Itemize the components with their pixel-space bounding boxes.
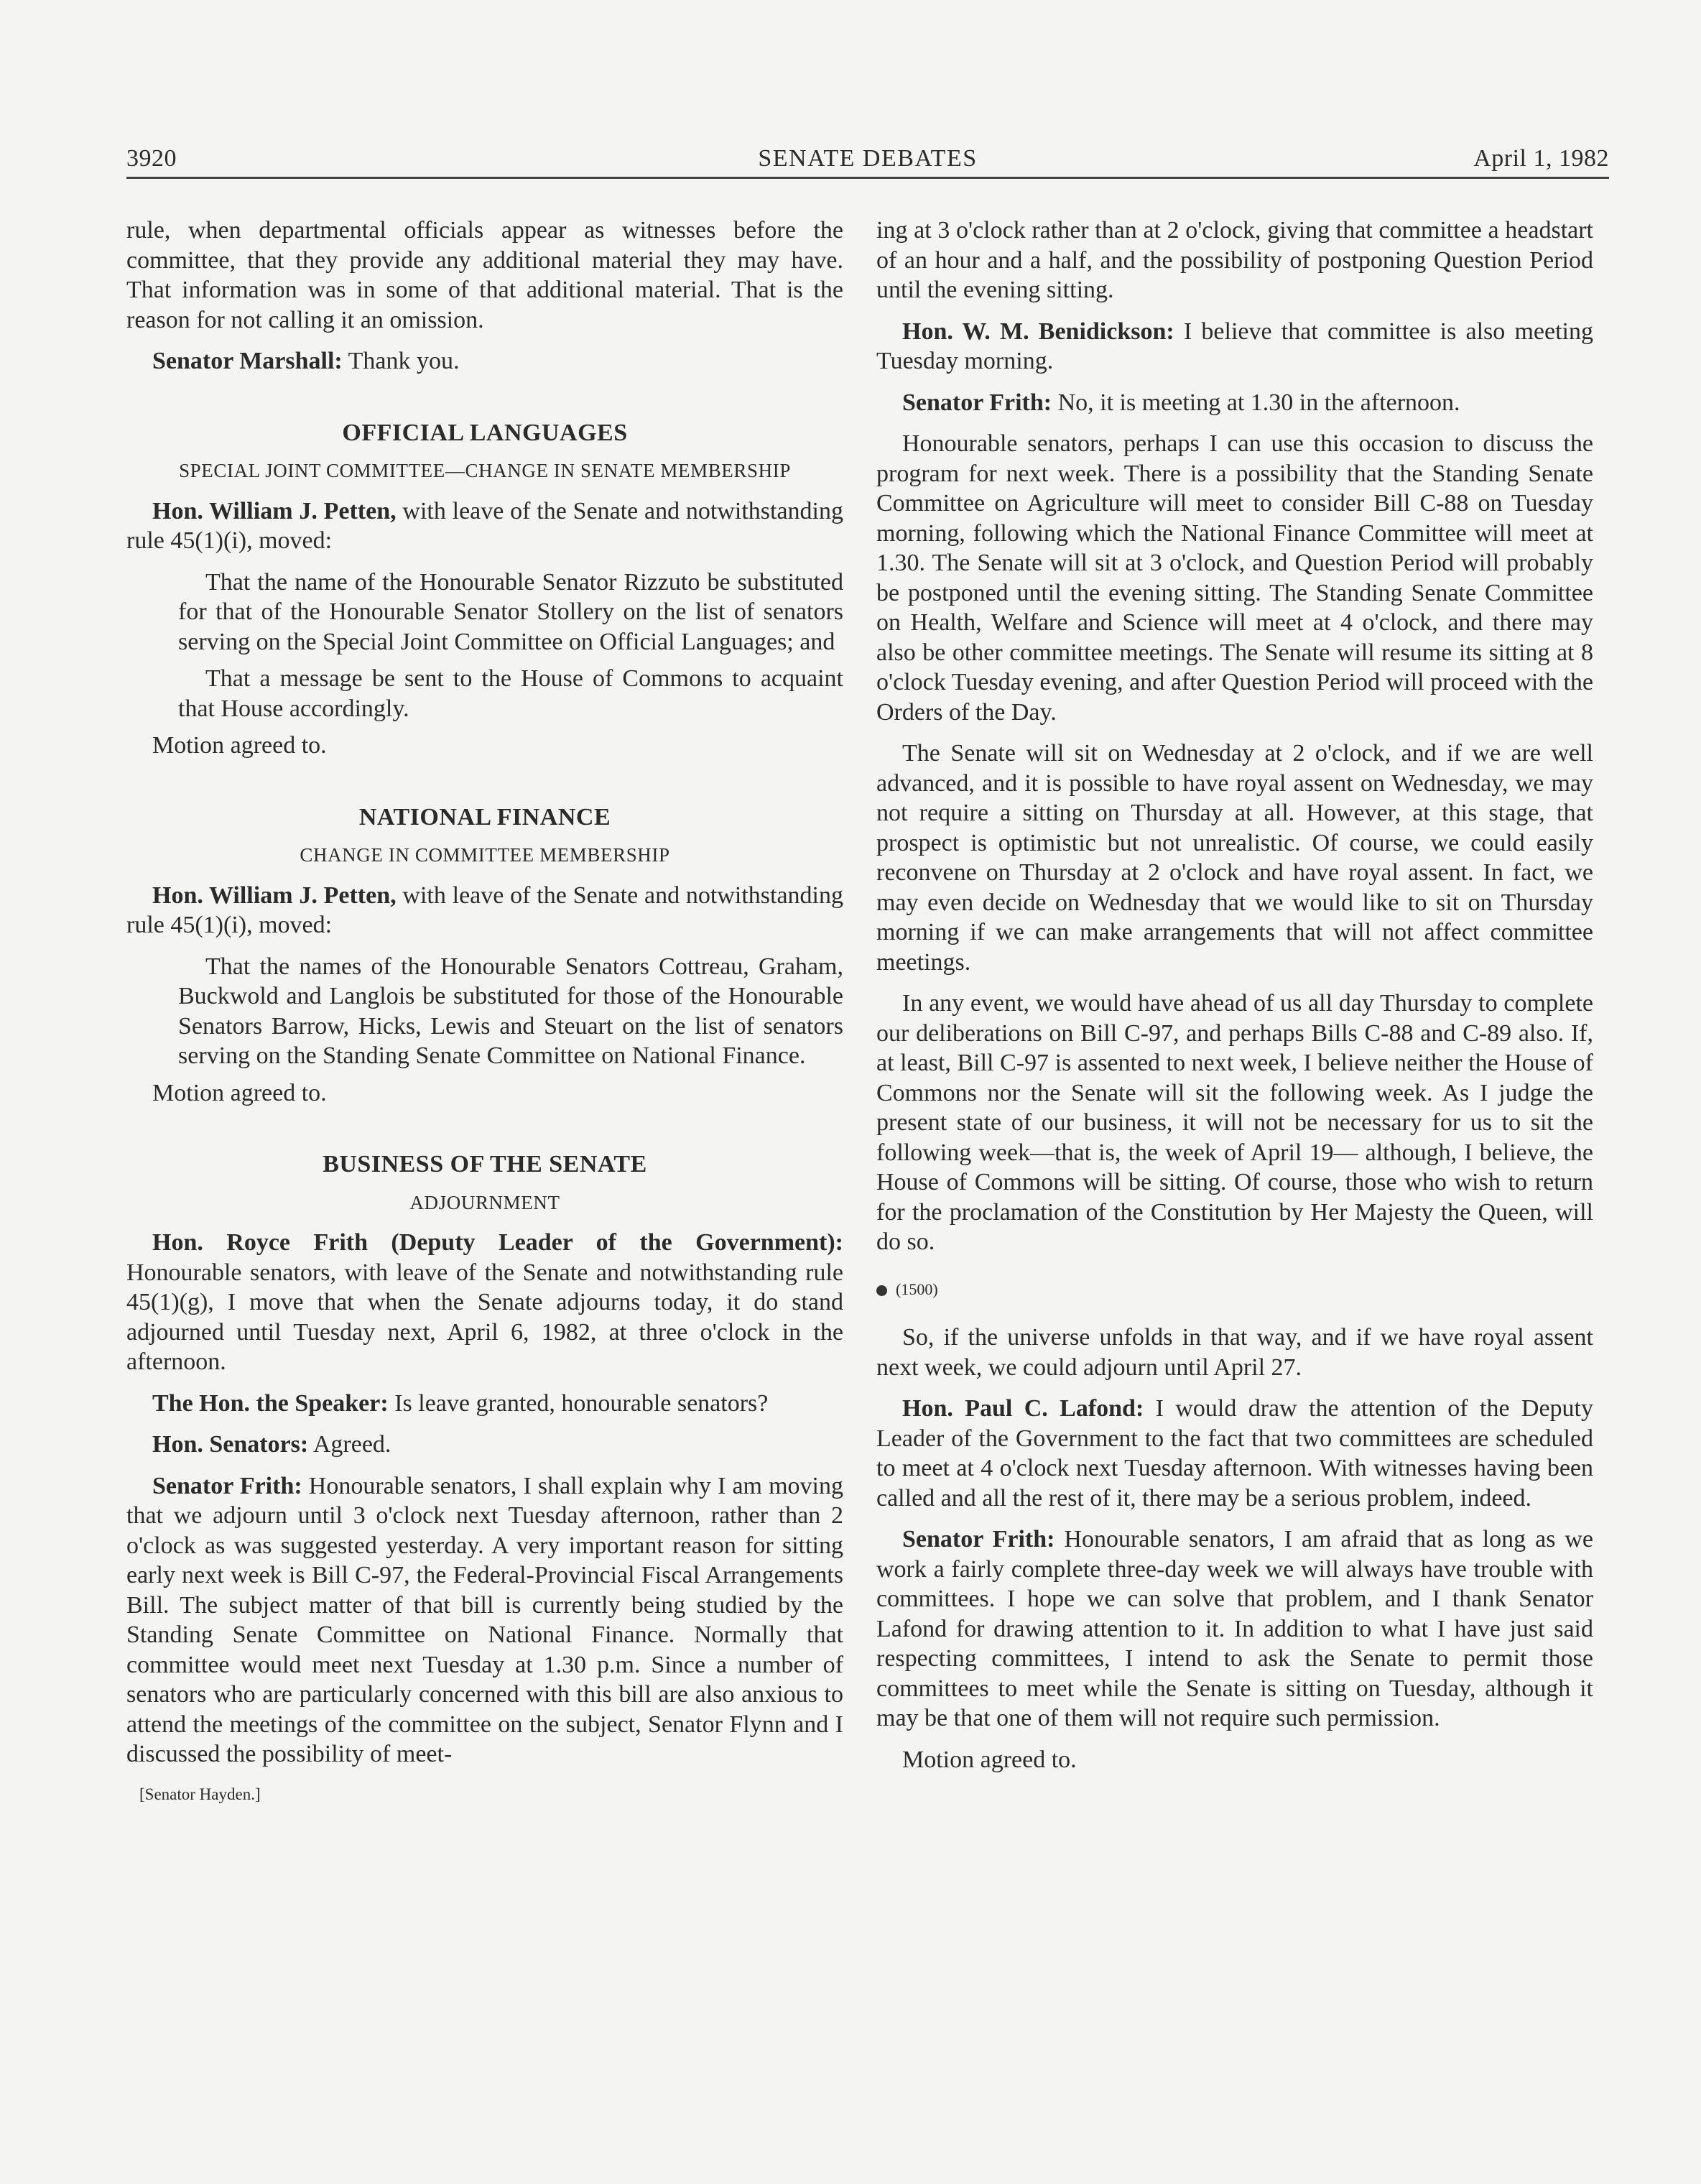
paragraph: So, if the universe unfolds in that way, and if we have royal assent next week, we could adjourn until April 27. [876, 1324, 1593, 1381]
motion-result: Motion agreed to. [152, 732, 327, 759]
left-column [126, 216, 843, 1809]
speaker-name: Hon. Senators: [152, 1431, 309, 1458]
speech [876, 1524, 1593, 1734]
speech [126, 1389, 843, 1419]
page-date: April 1, 1982 [1473, 145, 1609, 172]
speaker-name: Hon. William J. Petten, [152, 882, 397, 909]
speaker-name: The Hon. the Speaker: [152, 1389, 389, 1417]
speech-text: I believe that committee is also meeting Tuesday morning. [876, 318, 1593, 374]
section-subheading: CHANGE IN COMMITTEE MEMBERSHIP [300, 844, 670, 866]
time-marker [876, 1274, 1593, 1305]
motion-text: That the name of the Honourable Senator Rizzuto be substituted for that of the Honourable Senator Stollery on the list of senators serving on the Special Joint Committee on Official Languages; and [178, 568, 843, 655]
page-number: 3920 [126, 145, 177, 172]
speech-text: Agreed. [308, 1431, 391, 1458]
speech [876, 317, 1593, 376]
speech [126, 1228, 843, 1377]
speech [126, 1471, 843, 1769]
motion-result: Motion agreed to. [902, 1746, 1077, 1773]
speech [876, 388, 1593, 418]
section-subheading: ADJOURNMENT [409, 1191, 560, 1213]
speaker-name: Hon. Paul C. Lafond: [902, 1395, 1144, 1422]
publication-title: SENATE DEBATES [758, 145, 978, 172]
paragraph: Honourable senators, perhaps I can use this occasion to discuss the program for next week. There is a possibility that the Standing Senate Committee on Agriculture will meet to consider Bill C-88 on Tuesday morning, following which the National Finance Committee will meet at 1.30. The Senate will sit at 3 o'clock, and Question Period will probably be postponed until the evening sitting. The Standing Senate Committee on Health, Welfare and Science will meet at 4 o'clock, and there may also be other committee meetings. The Senate will resume its sitting at 8 o'clock Tuesday evening, and after Question Period will proceed with the Orders of the Day. [876, 430, 1593, 726]
right-column [876, 216, 1593, 1786]
speech [126, 881, 843, 940]
bullet-icon [876, 1285, 887, 1296]
paragraph: ing at 3 o'clock rather than at 2 o'clock, giving that committee a headstart of an hour and a half, and the possibility of postponing Question Period until the evening sitting. [876, 217, 1593, 303]
page-header [126, 141, 1609, 179]
paragraph: The Senate will sit on Wednesday at 2 o'clock, and if we are well advanced, and it is possible to have royal assent on Wednesday, we may not require a sitting on Thursday at all. However, at this stage, that prospect is optimistic but not unrealistic. Of course, we could easily reconvene on Thursday at 2 o'clock and have royal assent. In fact, we may even decide on Wednesday that we would like to sit on Thursday morning if we can make arrangements that will not affect committee meetings. [876, 740, 1593, 976]
speech-text: with leave of the Senate and notwithstanding rule 45(1)(i), moved: [126, 882, 843, 938]
speaker-name: Hon. W. M. Benidickson: [902, 318, 1174, 345]
motion-result: Motion agreed to. [152, 1079, 327, 1106]
motion-text: That a message be sent to the House of Commons to acquaint that House accordingly. [178, 665, 843, 722]
speech-text: No, it is meeting at 1.30 in the afternoon. [1052, 389, 1460, 416]
speech-text: with leave of the Senate and notwithstanding rule 45(1)(i), moved: [126, 497, 843, 554]
section-heading-official-languages: OFFICIAL LANGUAGES [342, 419, 628, 446]
speaker-name: Hon. Royce Frith (Deputy Leader of the Government): [152, 1229, 843, 1256]
speech-text: I would draw the attention of the Deputy Leader of the Government to the fact that two committees are scheduled to meet at 4 o'clock next Tuesday afternoon. With witnesses having been called and all the rest of it, there may be a serious problem, indeed. [876, 1395, 1593, 1512]
speaker-name: Hon. William J. Petten, [152, 497, 397, 524]
paragraph: In any event, we would have ahead of us all day Thursday to complete our deliberations on Bill C-97, and perhaps Bills C-88 and C-89 also. If, at least, Bill C-97 is assented to next week, I believe neither the House of Commons nor the Senate will sit the following week. As I judge the present state of our business, it will not be necessary for us to sit the following week—that is, the week of April 19— although, I believe, the House of Commons will be sitting. Of course, those who wish to return for the proclamation of the Constitution by Her Majesty the Queen, will do so. [876, 990, 1593, 1255]
speech [126, 1430, 843, 1460]
motion-text: That the names of the Honourable Senators Cottreau, Graham, Buckwold and Langlois be substituted for those of the Honourable Senators Barrow, Hicks, Lewis and Steuart on the list of senators serving on the Standing Senate Committee on National Finance. [178, 953, 843, 1069]
speaker-name: Senator Frith: [902, 1526, 1055, 1553]
speech-text: Honourable senators, with leave of the Senate and notwithstanding rule 45(1)(g), I move that when the Senate adjourns today, it do stand adjourned until Tuesday next, April 6, 1982, at three o'clock in the afternoon. [126, 1259, 843, 1375]
paragraph: rule, when departmental officials appear as witnesses before the committee, that they provide any additional material they may have. That information was in some of that additional material. That is the reason for not calling it an omission. [126, 217, 843, 333]
speaker-name: Senator Frith: [152, 1472, 302, 1499]
speech [876, 1394, 1593, 1513]
speech [126, 496, 843, 556]
speaker-name: Senator Marshall: [152, 348, 343, 374]
speech-text: Is leave granted, honourable senators? [388, 1389, 769, 1417]
speech-text: Thank you. [342, 348, 460, 374]
speech-text: Honourable senators, I am afraid that as long as we work a fairly complete three-day week we will always have trouble with committees. I hope we can solve that problem, and I thank Senator Lafond for drawing attention to it. In addition to what I have just said respecting committees, I intend to ask the Senate to permit those committees to meet while the Senate is sitting on Tuesday, although it may be that one of them will not require such permission. [876, 1526, 1593, 1731]
speech [126, 346, 843, 376]
speech-text: Honourable senators, I shall explain why I am moving that we adjourn until 3 o'clock next Tuesday afternoon, rather than 2 o'clock as was suggested yesterday. A very important reason for sitting early next week is Bill C-97, the Federal-Provincial Fiscal Arrangements Bill. The subject matter of that bill is currently being studied by the Standing Senate Committee on National Finance. Normally that committee would meet next Tuesday at 1.30 p.m. Since a number of senators who are particularly concerned with this bill are also anxious to attend the meetings of the committee on the subject, Senator Flynn and I discussed the possibility of meet- [126, 1472, 843, 1767]
section-heading-business-of-senate: BUSINESS OF THE SENATE [323, 1151, 647, 1177]
speaker-name: Senator Frith: [902, 389, 1052, 416]
section-heading-national-finance: NATIONAL FINANCE [358, 803, 611, 830]
footnote: [Senator Hayden.] [139, 1785, 261, 1803]
time-marker-text: (1500) [896, 1280, 938, 1298]
section-subheading: SPECIAL JOINT COMMITTEE—CHANGE IN SENATE MEMBERSHIP [179, 460, 791, 481]
